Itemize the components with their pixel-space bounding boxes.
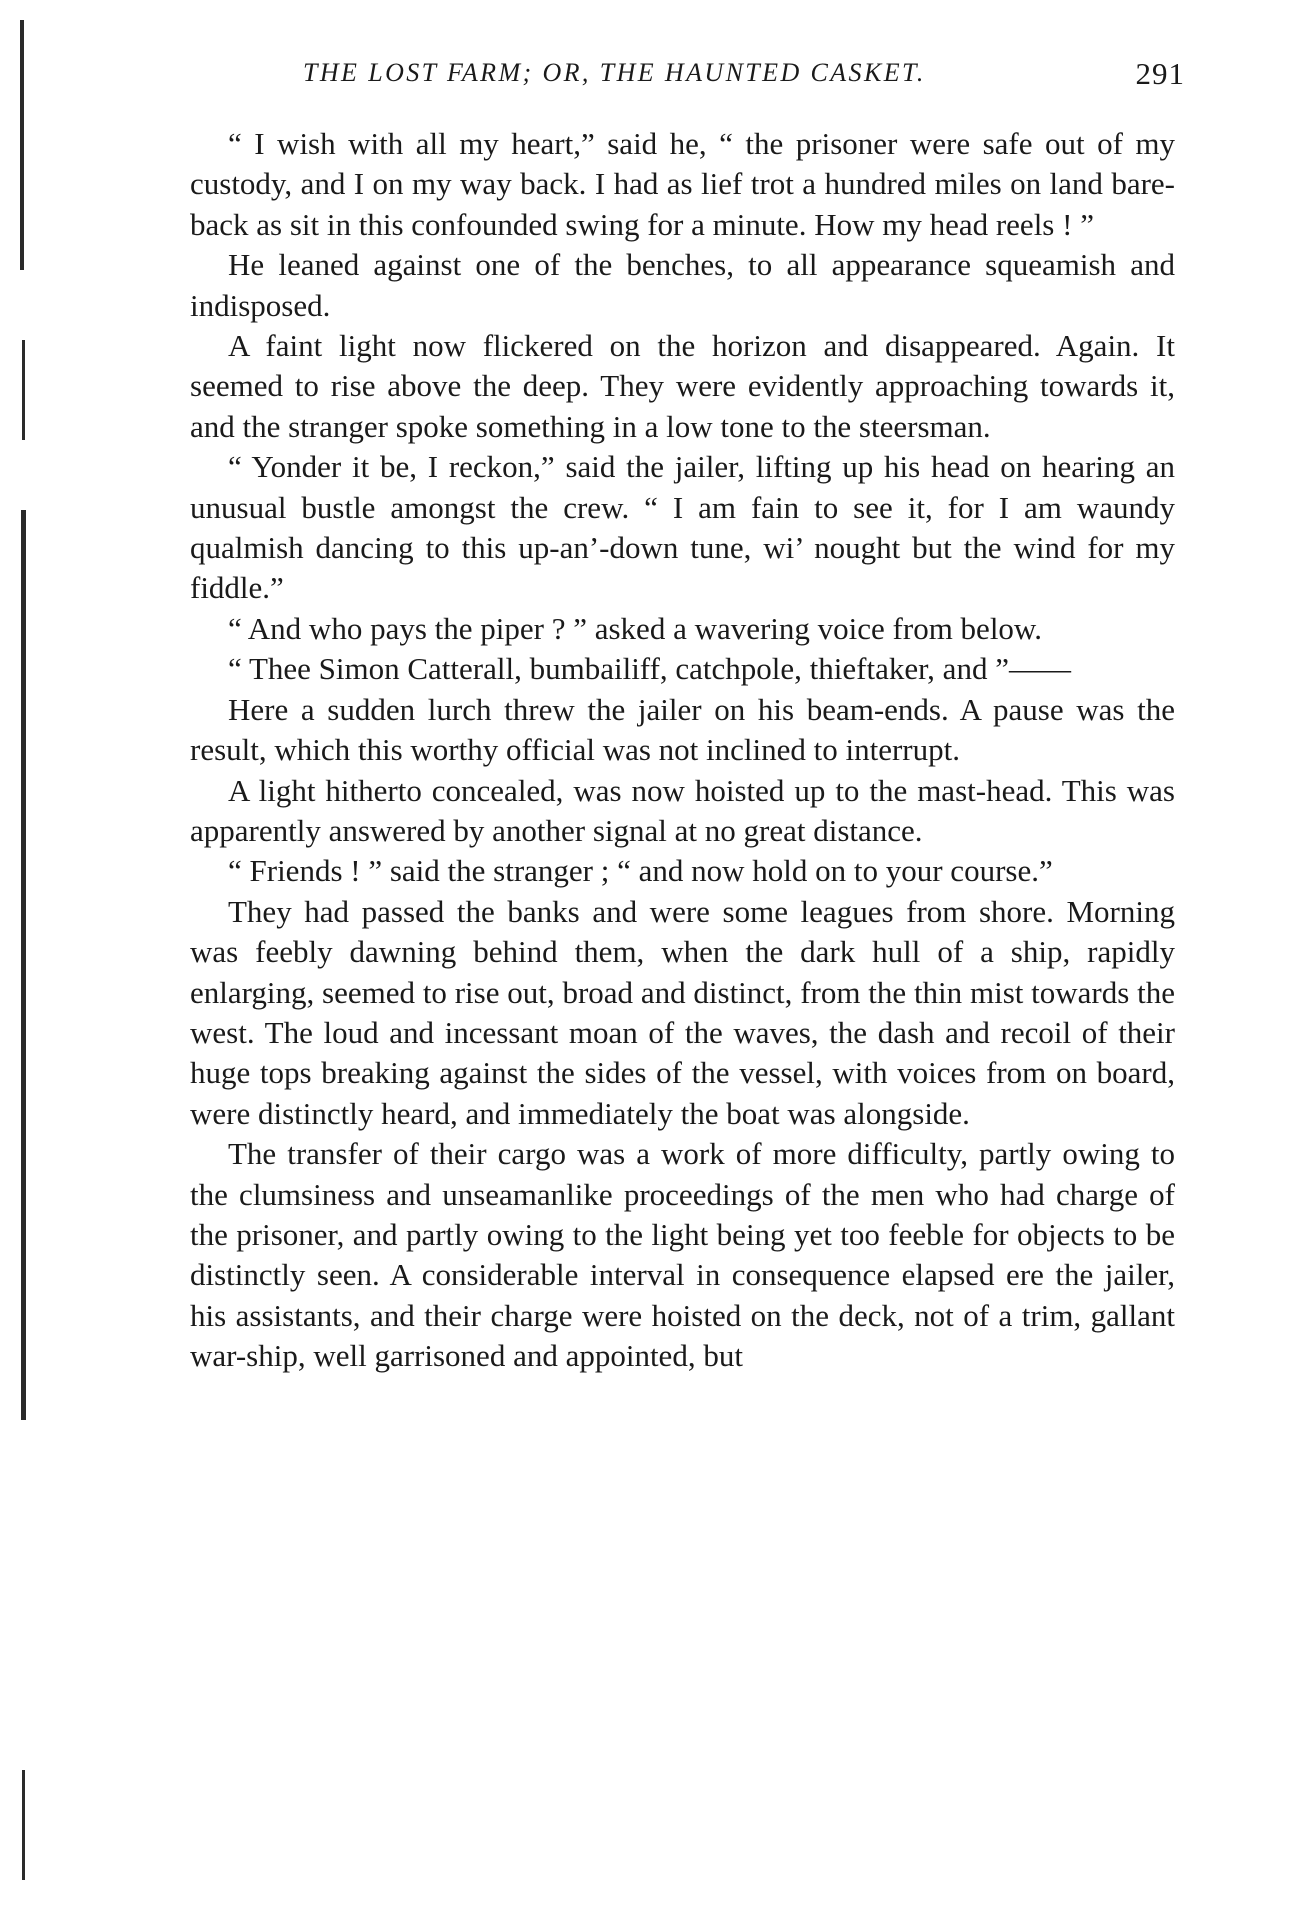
binding-edge-mark (22, 340, 25, 440)
paragraph: Here a sudden lurch threw the jailer on his beam-ends. A pause was the result, which this worthy official was not inclined to interrupt. (190, 691, 1175, 768)
book-page (190, 56, 1185, 1377)
paragraph: “ Friends ! ” said the stranger ; “ and now hold on to your course.” (228, 853, 1053, 889)
binding-edge-mark (22, 1770, 25, 1880)
paragraph: He leaned against one of the benches, to all appearance squeamish and indisposed. (190, 247, 1175, 323)
paragraph: They had passed the banks and were some leagues from shore. Morning was feebly dawning behind them, when the dark hull of a ship, rapidly enlarging, seemed to rise out, broad and distinct, from the thin mist towards the west. The loud and incessant moan of the waves, the dash and recoil of their huge tops breaking against the sides of the vessel, with voices from on board, were distinctly heard, and immediately the boat was alongside. (190, 893, 1175, 1131)
paragraph: A faint light now flickered on the horizon and disappeared. Again. It seemed to rise above the deep. They were evidently approaching towards it, and the stranger spoke something in a low tone to the steersman. (190, 328, 1175, 444)
binding-edge-mark (20, 20, 24, 270)
running-head (190, 56, 1185, 102)
binding-edge-mark (21, 510, 26, 1420)
running-title: THE LOST FARM; OR, THE HAUNTED CASKET. (303, 58, 926, 87)
paragraph: “ Yonder it be, I reckon,” said the jailer, lifting up his head on hearing an unusual bustle amongst the crew. “ I am fain to see it, for I am waundy qualmish dancing to this up-an’-down tune, wi’ nought but the wind for my fiddle.” (190, 449, 1175, 606)
paragraph: “ Thee Simon Catterall, bumbailiff, catchpole, thieftaker, and ”—— (228, 651, 1071, 687)
page-number: 291 (1135, 56, 1185, 91)
paragraph: The transfer of their cargo was a work of more difficulty, partly owing to the clumsiness and unseamanlike proceedings of the men who had charge of the prisoner, and partly owing to the light being yet too feeble for objects to be distinctly seen. A considerable interval in consequence elapsed ere the jailer, his assistants, and their charge were hoisted on the deck, not of a trim, gallant war-ship, well garrisoned and appointed, but (190, 1136, 1175, 1374)
paragraph: “ And who pays the piper ? ” asked a wavering voice from below. (228, 610, 1043, 646)
paragraph: “ I wish with all my heart,” said he, “ the prisoner were safe out of my custody, and I on my way back. I had as lief trot a hundred miles on land bare-back as sit in this confounded swing for a minute. How my head reels ! ” (190, 126, 1175, 242)
paragraph: A light hitherto concealed, was now hoisted up to the mast-head. This was apparently answered by another signal at no great distance. (190, 772, 1175, 848)
body-text (190, 124, 1175, 1377)
